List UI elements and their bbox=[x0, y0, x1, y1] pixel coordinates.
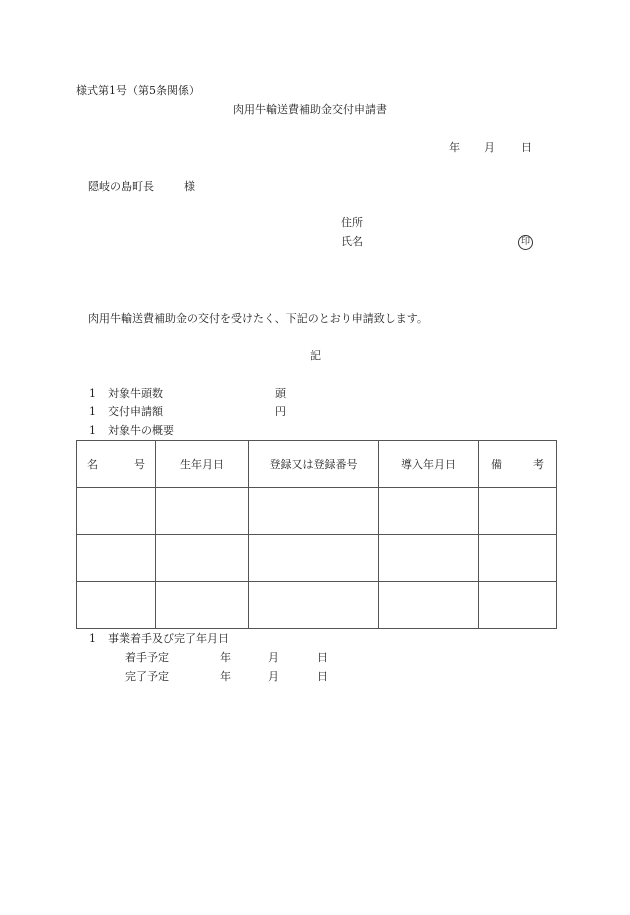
header-remarks: 備 考 bbox=[479, 441, 557, 488]
table-cell[interactable] bbox=[77, 582, 156, 629]
table-cell[interactable] bbox=[156, 488, 249, 535]
addressee-name: 隠岐の島町長 bbox=[88, 180, 154, 193]
header-birthdate: 生年月日 bbox=[156, 441, 249, 488]
form-number: 様式第1号（第5条関係） bbox=[76, 84, 200, 97]
address-label: 住所 bbox=[341, 216, 363, 229]
table-cell[interactable] bbox=[479, 582, 557, 629]
document-title: 肉用牛輸送費補助金交付申請書 bbox=[233, 103, 387, 116]
end-label: 完了予定 bbox=[125, 670, 169, 683]
table-cell[interactable] bbox=[249, 582, 379, 629]
table-row bbox=[77, 535, 557, 582]
date-year: 年 bbox=[449, 141, 460, 154]
seal-icon: 印 bbox=[518, 235, 533, 250]
item-num: 1 bbox=[89, 387, 96, 400]
schedule-num: 1 bbox=[89, 632, 96, 645]
table-cell[interactable] bbox=[479, 535, 557, 582]
addressee-honorific: 様 bbox=[184, 180, 195, 193]
end-month: 月 bbox=[268, 670, 279, 683]
item-num: 1 bbox=[89, 405, 96, 418]
body-text: 肉用牛輸送費補助金の交付を受けたく、下記のとおり申請致します。 bbox=[88, 312, 428, 325]
start-month: 月 bbox=[268, 651, 279, 664]
table-cell[interactable] bbox=[379, 535, 479, 582]
start-year: 年 bbox=[220, 651, 231, 664]
header-name: 名 号 bbox=[77, 441, 156, 488]
table-cell[interactable] bbox=[249, 535, 379, 582]
table-cell[interactable] bbox=[379, 582, 479, 629]
start-day: 日 bbox=[317, 651, 328, 664]
ki-heading: 記 bbox=[310, 349, 321, 362]
table-cell[interactable] bbox=[479, 488, 557, 535]
header-registration: 登録又は登録番号 bbox=[249, 441, 379, 488]
end-day: 日 bbox=[317, 670, 328, 683]
item-label: 交付申請額 bbox=[108, 405, 163, 418]
item-label: 対象牛頭数 bbox=[108, 387, 163, 400]
item-label: 対象牛の概要 bbox=[108, 424, 174, 437]
table-cell[interactable] bbox=[156, 582, 249, 629]
table-row bbox=[77, 488, 557, 535]
table-cell[interactable] bbox=[77, 535, 156, 582]
name-label: 氏名 bbox=[341, 235, 363, 248]
header-introduction-date: 導入年月日 bbox=[379, 441, 479, 488]
item-unit: 頭 bbox=[275, 387, 286, 400]
date-day: 日 bbox=[521, 141, 532, 154]
table-cell[interactable] bbox=[156, 535, 249, 582]
cattle-table bbox=[76, 440, 557, 629]
item-num: 1 bbox=[89, 424, 96, 437]
table-cell[interactable] bbox=[77, 488, 156, 535]
start-label: 着手予定 bbox=[125, 651, 169, 664]
seal-mark bbox=[518, 235, 533, 250]
table-header-row bbox=[77, 441, 557, 488]
schedule-label: 事業着手及び完了年月日 bbox=[108, 632, 229, 645]
item-unit: 円 bbox=[275, 405, 286, 418]
end-year: 年 bbox=[220, 670, 231, 683]
table-row bbox=[77, 582, 557, 629]
date-month: 月 bbox=[484, 141, 495, 154]
table-cell[interactable] bbox=[379, 488, 479, 535]
table-cell[interactable] bbox=[249, 488, 379, 535]
